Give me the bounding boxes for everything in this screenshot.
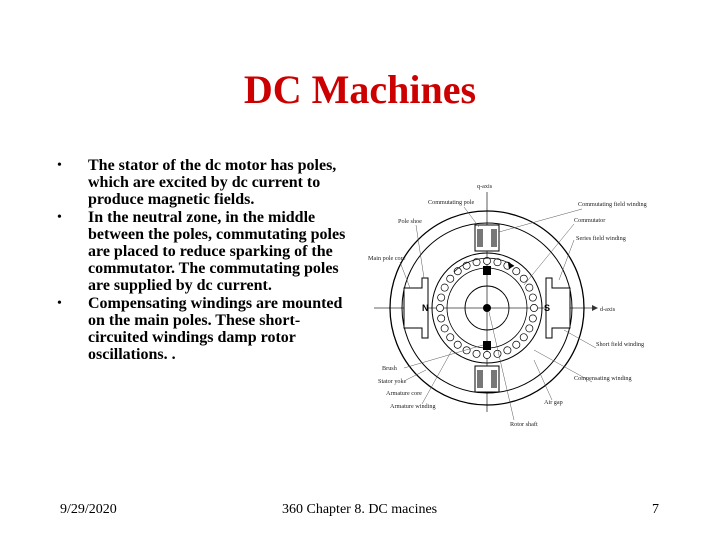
rotor-shaft (483, 304, 491, 312)
armature-slot (520, 334, 527, 341)
bullet-item (57, 209, 357, 295)
dc-machine-diagram (364, 180, 647, 430)
main-pole-core-label: Main pole core (368, 255, 406, 262)
armature-slot (441, 325, 448, 332)
armature-slot (473, 350, 480, 357)
footer-date: 9/29/2020 (60, 502, 117, 517)
short-field-winding-label: Short field winding (596, 341, 645, 348)
rotor-shaft-label: Rotor shaft (510, 421, 538, 428)
bullet-text: Compensating windings are mounted on the main poles. These short-circuited windings damp rotor oscillations. . (88, 294, 343, 364)
air-gap-label: Air gap (544, 399, 563, 406)
armature-slot (441, 284, 448, 291)
armature-slot (526, 284, 533, 291)
brush-bottom (483, 341, 491, 350)
dc-machine-cross-section (364, 180, 647, 430)
commutating-winding-bottom-right (491, 370, 497, 388)
commutating-pole-label: Commutating pole (428, 199, 475, 206)
commutating-winding-top-left (477, 229, 483, 247)
commutating-winding-top-right (491, 229, 497, 247)
armature-slot (513, 341, 520, 348)
bullet-marker: • (57, 295, 62, 311)
bullet-text: The stator of the dc motor has poles, which are excited by dc current to produce magnetic fields. (88, 157, 337, 209)
armature-slot (483, 351, 490, 358)
pole-n-label: N (422, 303, 429, 313)
armature-winding-label: Armature winding (390, 403, 436, 410)
armature-slot (520, 275, 527, 282)
armature-slot (529, 294, 536, 301)
armature-slot (529, 315, 536, 322)
armature-slot (438, 315, 445, 322)
bullet-marker: • (57, 158, 62, 173)
slide-number: 7 (652, 502, 659, 517)
bullet-item (57, 157, 357, 209)
commutating-winding-bottom-left (477, 370, 483, 388)
armature-slot (494, 350, 501, 357)
armature-slot (454, 341, 461, 348)
d-axis-label: d-axis (600, 306, 616, 313)
pole-shoe-label: Pole shoe (398, 218, 422, 225)
armature-core-label: Armature core (386, 390, 422, 397)
d-axis-arrow (592, 305, 598, 311)
armature-slot (513, 268, 520, 275)
armature-slot (447, 275, 454, 282)
brush-label: Brush (382, 365, 397, 372)
compensating-winding-label: Compensating winding (574, 375, 632, 382)
footer-chapter: 360 Chapter 8. DC macines (282, 502, 438, 517)
commutator-label: Commutator (574, 217, 606, 224)
armature-slot (504, 347, 511, 354)
q-axis-label: q-axis (477, 183, 493, 190)
armature-slot (530, 304, 537, 311)
armature-slot (438, 294, 445, 301)
slide-title: DC Machines (243, 67, 477, 112)
armature-slot (526, 325, 533, 332)
brush-top (483, 266, 491, 275)
bullet-marker: • (57, 209, 62, 225)
commutating-field-winding-label: Commutating field winding (578, 201, 647, 208)
pole-s-label: S (544, 303, 551, 313)
bullet-text: In the neutral zone, in the middle between the poles, commutating poles are placed to reduce sparking of the commutator. The commutating poles are supplied by dc current. (88, 208, 346, 295)
armature-slot (447, 334, 454, 341)
series-field-winding-label: Series field winding (576, 235, 626, 242)
stator-yoke-label: Stator yoke (378, 378, 407, 385)
bullet-list (57, 157, 357, 363)
armature-slot (436, 304, 443, 311)
bullet-item (57, 295, 357, 364)
